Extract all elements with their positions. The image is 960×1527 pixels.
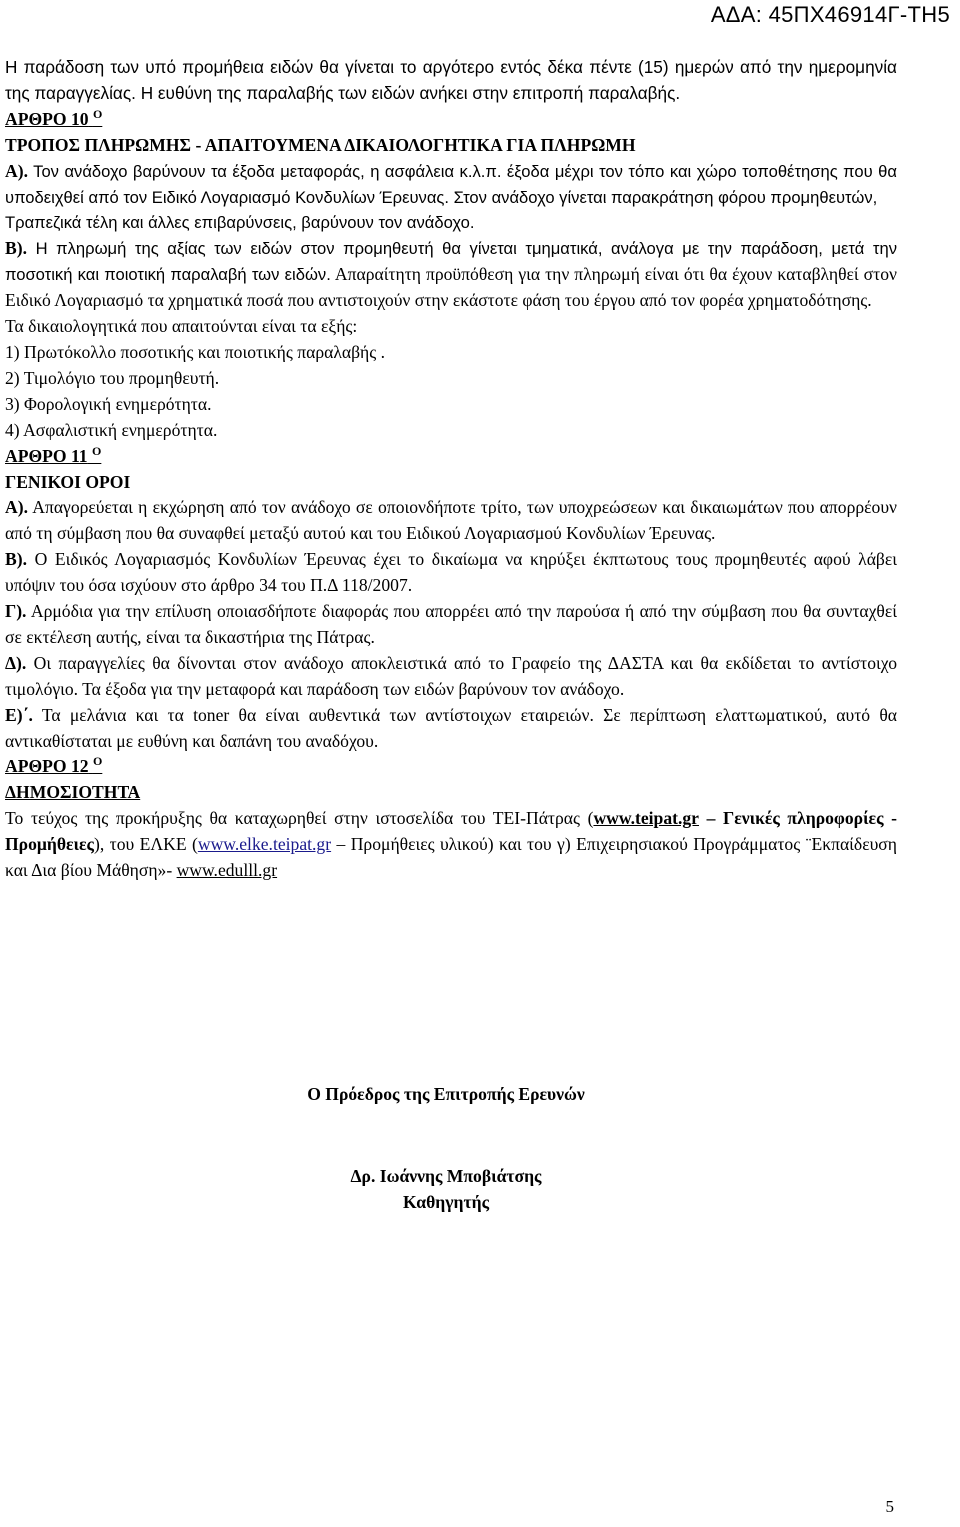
teipat-link[interactable]: www.teipat.gr [593,808,699,829]
article-11-g: Γ). Αρμόδια για την επίλυση οποιασδήποτε διαφοράς που απορρέει από την παρούσα ή από την σύμβαση που θα συνταχθεί σε εκτέλεση αυτής, είναι τα δικαστήρια της Πάτρας. [5,601,897,647]
article-11-a: Α). Απαγορεύεται η εκχώρηση από τον ανάδοχο σε οποιονδήποτε τρίτο, των υποχρεώσεων και δικαιωμάτων που απορρέουν από τη σύμβαση που θα συναφθεί μεταξύ αυτού και του Ειδικού Λογαριασμού Κονδυλίων Έρευνας. [5,497,897,544]
article-10-a-line2: Τραπεζικά τέλη και άλλες επιβαρύνσεις, βαρύνουν τον ανάδοχο. [5,213,475,233]
delivery-paragraph: Η παράδοση των υπό προμήθεια ειδών θα γίνεται το αργότερο εντός δέκα πέντε (15) ημερών από την ημερομηνία της παραγγελίας. Η ευθύνη της παραλαβής των ειδών ανήκει στην επιτροπή παραλαβής. [5,57,897,103]
article-10-title: ΤΡΟΠΟΣ ΠΛΗΡΩΜΗΣ - ΑΠΑΙΤΟΥΜΕΝΑ ΔΙΚΑΙΟΛΟΓΗΤΙΚΑ ΓΙΑ ΠΛΗΡΩΜΗ [5,134,636,155]
article-11-e: Ε)΄. Τα μελάνια και τα toner θα είναι αυθεντικά των αντίστοιχων εταιρειών. Σε περίπτωση ελαττωματικού, αυτό θα αντικαθίσταται με ευθύνη και δαπάνη του αναδόχου. [5,704,897,751]
article-12-heading: ΑΡΘΡΟ 12 $^O$ [5,754,103,777]
article-11-b: Β). Ο Ειδικός Λογαριασμός Κονδυλίων Έρευνας έχει το δικαίωμα να κηρύξει έκπτωτους τους προμηθευτές αφού λάβει υπόψιν του όσα ισχύουν στο άρθρο 34 του Π.Δ 118/2007. [5,549,897,596]
document-item: 1) Πρωτόκολλο ποσοτικής και ποιοτικής παραλαβής . [5,341,385,362]
page-number: 5 [885,1497,894,1516]
article-10-b: Β). Η πληρωμή της αξίας των ειδών στον προμηθευτή θα γίνεται τμηματικά, ανάλογα με την παράδοση, μετά την ποσοτική και ποιοτική παραλαβή των ειδών. Απαραίτητη προϋπόθεση για την πληρωμή είναι ότι θα έχουν καταβληθεί στον Ειδικό Λογαριασμό τα χρηματικά ποσά που αντιστοιχούν στην εκάστοτε φάση του έργου από τον φορέα χρηματοδότησης. [5,238,897,311]
article-12-title: ΔΗΜΟΣΙΟΤΗΤΑ [5,782,141,803]
signature-name: Δρ. Ιωάννης Μποβιάτσης [350,1166,542,1186]
document-body [5,55,897,884]
documents-intro: Τα δικαιολογητικά που απαιτούνται είναι τα εξής: [5,316,358,337]
ada-code: ΑΔΑ: 45ΠΧ46914Γ-ΤΗ5 [710,2,950,27]
elke-link[interactable]: www.elke.teipat.gr [197,834,332,855]
document-item: 3) Φορολογική ενημερότητα. [5,393,212,414]
article-10-heading: ΑΡΘΡΟ 10 $^O$ [5,106,103,129]
edulll-link[interactable]: www.edulll.gr [176,860,278,881]
signature-title: Καθηγητής [402,1192,490,1212]
article-11-heading: ΑΡΘΡΟ 11 $^O$ [5,443,102,466]
document-item: 4) Ασφαλιστική ενημερότητα. [5,419,218,440]
document-item: 2) Τιμολόγιο του προμηθευτή. [5,367,220,388]
article-11-title: ΓΕΝΙΚΟΙ ΟΡΟΙ [5,471,131,492]
signature-role: Ο Πρόεδρος της Επιτροπής Ερευνών [307,1084,585,1104]
article-10-a: Α). Τον ανάδοχο βαρύνουν τα έξοδα μεταφοράς, η ασφάλεια κ.λ.π. έξοδα μέχρι τον τόπο και χώρο τοποθέτησης που θα υποδειχθεί από τον Ειδικό Λογαριασμό Κονδυλίων Έρευνας. Στον ανάδοχο γίνεται παρακράτηση φόρου προμηθευτών, [5,160,897,207]
article-11-d: Δ). Οι παραγγελίες θα δίνονται στον ανάδοχο αποκλειστικά από το Γραφείο της ΔΑΣΤΑ και θα εκδίδεται το αντίστοιχο τιμολόγιο. Τα έξοδα για την μεταφορά και παράδοση των ειδών βαρύνουν τον ανάδοχο. [5,652,897,699]
article-12-text: Το τεύχος της προκήρυξης θα καταχωρηθεί στην ιστοσελίδα του ΤΕΙ-Πάτρας (www.teipat.gr – Γενικές πληροφορίες - Προμήθειες), του ΕΛΚΕ (www.elke.teipat.gr – Προμήθειες υλικού) και του γ) Επιχειρησιακού Προγράμματος ¨Εκπαίδευση και Δια βίου Μάθηση»- www.edulll.gr [5,808,897,881]
